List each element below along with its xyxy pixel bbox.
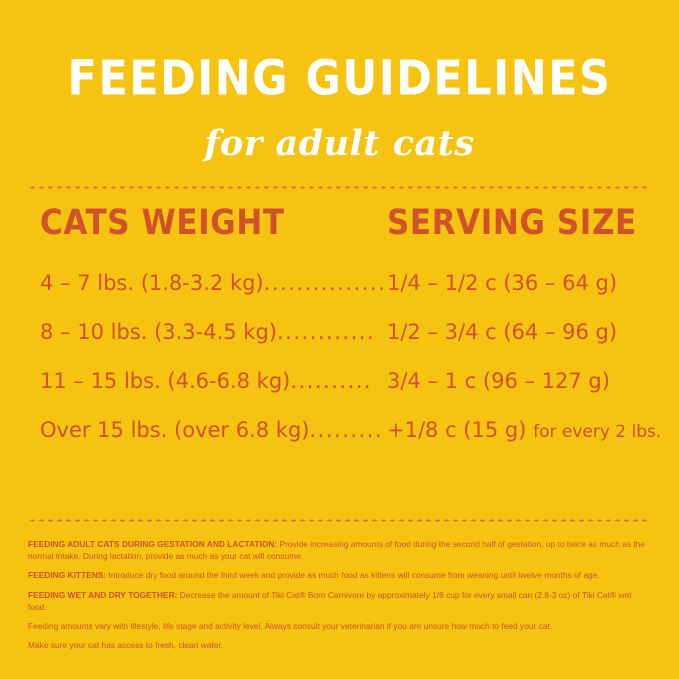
table-header-row	[40, 203, 651, 243]
cell-weight	[40, 271, 387, 295]
table-row	[40, 418, 662, 442]
note-gestation-text: Provide increasing amounts of food during the second half of gestation, up to twice as much as the normal intake. During lactation, provide as much as your cat will consume.	[28, 539, 646, 562]
leader-dots: ............	[277, 320, 376, 344]
table-row	[40, 369, 651, 393]
note-wetdry-text: Decrease the amount of Tiki Cat® Born Carnivore by approximately 1/8 cup for every small can (2.8-3 oz) of Tiki Cat® wet food.	[28, 589, 632, 612]
divider-bottom	[28, 519, 651, 522]
cell-serving	[387, 369, 651, 393]
header	[0, 0, 679, 164]
serving-value: +1/8 c (15 g)	[387, 418, 527, 442]
weight-value: Over 15 lbs. (over 6.8 kg)	[40, 418, 310, 442]
cell-serving	[387, 418, 661, 442]
note-gestation-label: FEEDING ADULT CATS DURING GESTATION AND LACTATION:	[28, 539, 278, 549]
note-gestation	[28, 538, 651, 562]
feeding-table	[40, 202, 662, 467]
note-kittens	[28, 569, 651, 581]
table-row	[40, 271, 651, 295]
cell-weight	[40, 369, 387, 393]
column-header-weight: CATS WEIGHT	[40, 202, 285, 244]
serving-value: 3/4 – 1 c (96 – 127 g)	[387, 369, 610, 393]
note-wetdry	[28, 589, 651, 613]
page-subtitle: for adult cats	[204, 123, 475, 164]
table-body	[40, 271, 662, 442]
cell-serving	[387, 271, 651, 295]
column-header-serving: SERVING SIZE	[387, 202, 637, 244]
note-wetdry-label: FEEDING WET AND DRY TOGETHER:	[28, 589, 178, 600]
serving-value: 1/2 – 3/4 c (64 – 96 g)	[387, 320, 618, 344]
divider-top	[28, 186, 651, 189]
note-closing-1: Feeding amounts vary with lifestyle, life stage and activity level. Always consult your veterinarian if you are unsure how much to feed your cat.	[28, 620, 553, 631]
note-closing-2: Make sure your cat has access to fresh, clean water.	[28, 640, 224, 651]
weight-value: 8 – 10 lbs. (3.3-4.5 kg)	[40, 320, 277, 344]
note-kittens-label: FEEDING KITTENS:	[28, 570, 107, 581]
note-kittens-text: Introduce dry food around the third week and provide as much food as kittens will consume from weaning until twelve months of age.	[106, 570, 600, 581]
cell-serving	[387, 320, 651, 344]
leader-dots: ..........	[290, 369, 373, 393]
leader-dots: ...............	[263, 271, 387, 295]
leader-dots: .........	[309, 418, 384, 442]
serving-suffix: for every 2 lbs.	[533, 422, 662, 442]
cell-weight	[40, 418, 387, 442]
weight-value: 11 – 15 lbs. (4.6-6.8 kg)	[40, 369, 291, 393]
page-title: FEEDING GUIDELINES	[67, 50, 612, 107]
footnotes	[28, 538, 651, 658]
cell-weight	[40, 320, 387, 344]
table-row	[40, 320, 651, 344]
serving-value: 1/4 – 1/2 c (36 – 64 g)	[387, 271, 618, 295]
weight-value: 4 – 7 lbs. (1.8-3.2 kg)	[40, 271, 264, 295]
